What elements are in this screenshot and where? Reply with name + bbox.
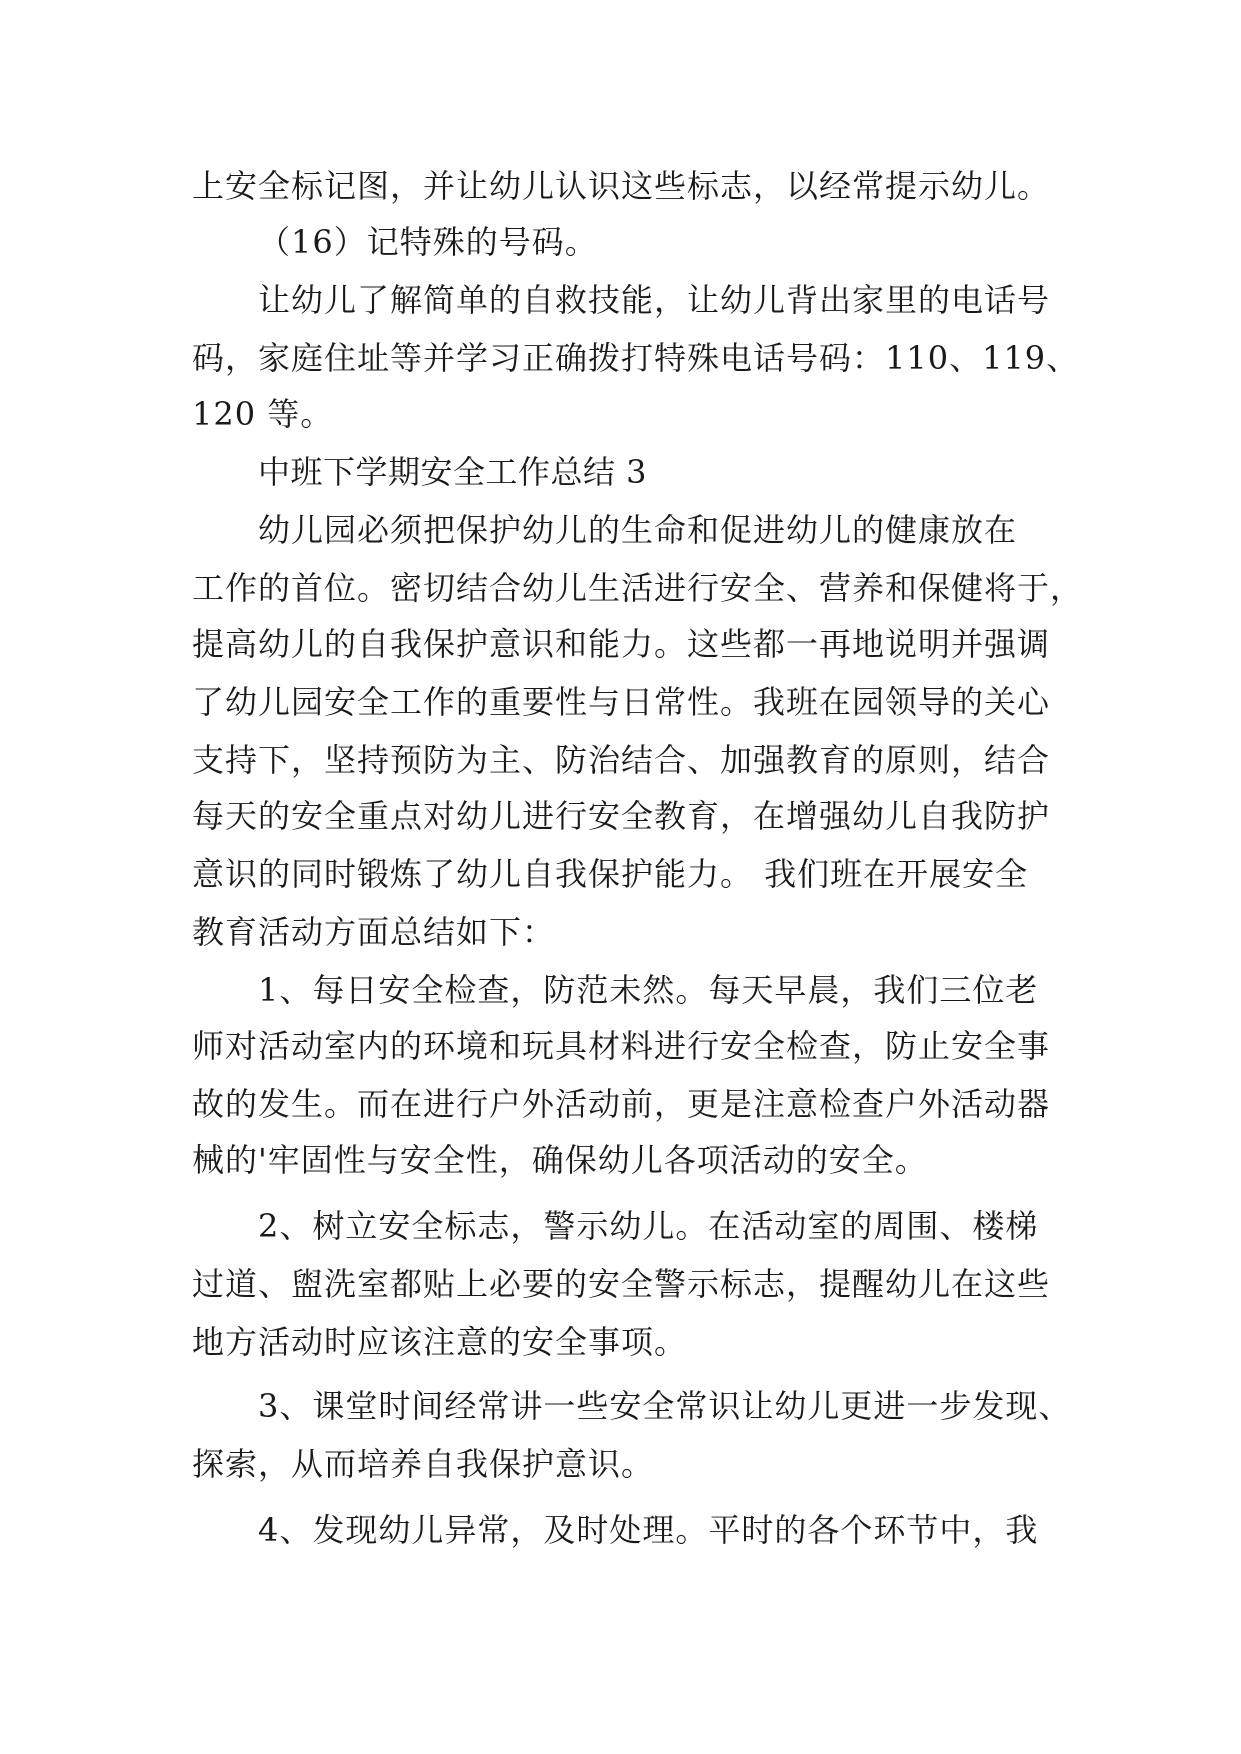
text-line: 提高幼儿的自我保护意识和能力。这些都一再地说明并强调 xyxy=(192,625,1051,663)
text-line: 120 等。 xyxy=(192,395,334,433)
text-line: 械的'牢固性与安全性，确保幼儿各项活动的安全。 xyxy=(192,1141,928,1179)
text-line: 意识的同时锻炼了幼儿自我保护能力。 我们班在开展安全 xyxy=(192,855,1029,893)
text-line: （16）记特殊的号码。 xyxy=(258,223,598,261)
text-line: 让幼儿了解简单的自救技能，让幼儿背出家里的电话号 xyxy=(258,281,1051,319)
text-line: 码，家庭住址等并学习正确拨打特殊电话号码：110、119、 xyxy=(192,339,1080,377)
text-line: 工作的首位。密切结合幼儿生活进行安全、营养和保健将于， xyxy=(192,569,1084,607)
text-line: 4、发现幼儿异常，及时处理。平时的各个环节中，我 xyxy=(258,1511,1039,1549)
text-line: 2、树立安全标志，警示幼儿。在活动室的周围、楼梯 xyxy=(258,1207,1039,1245)
text-line: 上安全标记图，并让幼儿认识这些标志，以经常提示幼儿。 xyxy=(192,167,1051,205)
text-line: 3、课堂时间经常讲一些安全常识让幼儿更进一步发现、 xyxy=(258,1387,1072,1425)
text-line: 1、每日安全检查，防范未然。每天早晨，我们三位老 xyxy=(258,971,1039,1009)
text-line: 了幼儿园安全工作的重要性与日常性。我班在园领导的关心 xyxy=(192,683,1051,721)
text-line: 教育活动方面总结如下： xyxy=(192,913,556,951)
text-line: 支持下，坚持预防为主、防治结合、加强教育的原则，结合 xyxy=(192,741,1051,779)
text-line: 地方活动时应该注意的安全事项。 xyxy=(192,1323,688,1361)
text-line: 探索，从而培养自我保护意识。 xyxy=(192,1445,655,1483)
text-line: 每天的安全重点对幼儿进行安全教育，在增强幼儿自我防护 xyxy=(192,797,1051,835)
text-line: 故的发生。而在进行户外活动前，更是注意检查户外活动器 xyxy=(192,1085,1051,1123)
text-line: 过道、盥洗室都贴上必要的安全警示标志，提醒幼儿在这些 xyxy=(192,1265,1051,1303)
section-heading: 中班下学期安全工作总结 3 xyxy=(258,453,648,491)
text-line: 师对活动室内的环境和玩具材料进行安全检查，防止安全事 xyxy=(192,1027,1051,1065)
text-line: 幼儿园必须把保护幼儿的生命和促进幼儿的健康放在 xyxy=(258,511,1018,549)
